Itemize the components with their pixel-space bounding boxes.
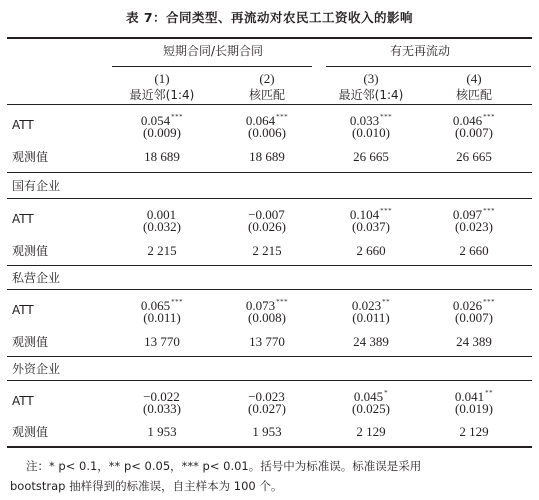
col-number-4: (4)	[466, 71, 482, 86]
table-note-line-1: 注：* p< 0.1，** p< 0.05，*** p< 0.01。括号中为标准误。标准误是采用	[26, 459, 422, 473]
att-row-label: ATT	[12, 394, 34, 408]
table-bottom-rule	[7, 446, 532, 448]
obs-value: 2 215	[252, 243, 282, 258]
col-method-4: 核匹配	[455, 88, 493, 102]
obs-value: 26 665	[456, 149, 492, 164]
att-coef-value: 0.033	[349, 113, 380, 128]
significance-stars: *	[384, 389, 389, 397]
att-se-value: (0.023)	[455, 219, 493, 234]
section-divider	[7, 265, 532, 266]
table-title: 表 7：合同类型、再流动对农民工工资收入的影响	[125, 10, 414, 25]
section-heading-soe: 国有企业	[12, 179, 61, 193]
att-se-value: (0.019)	[455, 401, 493, 416]
obs-value: 1 953	[147, 424, 177, 439]
significance-stars: ***	[380, 207, 393, 215]
obs-row-label: 观测值	[12, 425, 49, 439]
significance-stars: ***	[380, 113, 393, 121]
obs-value: 24 389	[353, 334, 389, 349]
att-coef-value: −0.023	[248, 389, 285, 404]
obs-value: 18 689	[249, 149, 285, 164]
significance-stars: ***	[483, 298, 496, 306]
att-coef-value: 0.041	[454, 389, 485, 404]
att-coef-value: −0.022	[143, 389, 180, 404]
att-se-value: (0.033)	[143, 401, 181, 416]
col-method-1: 最近邻(1:4)	[129, 88, 195, 102]
obs-value: 13 770	[144, 334, 180, 349]
att-se-value: (0.011)	[352, 310, 390, 325]
obs-value: 2 660	[459, 243, 489, 258]
att-row-label: ATT	[12, 118, 34, 132]
section-heading-rule	[7, 198, 532, 199]
section-divider	[7, 172, 532, 173]
section-heading-foreign: 外资企业	[12, 362, 61, 376]
att-se-value: (0.007)	[455, 125, 493, 140]
att-coef-value: 0.045	[353, 389, 384, 404]
col-method-2: 核匹配	[248, 88, 286, 102]
att-se-value: (0.011)	[143, 310, 181, 325]
group-header-contract: 短期合同/长期合同	[162, 44, 264, 58]
section-heading-rule	[7, 289, 532, 290]
obs-value: 2 660	[356, 243, 386, 258]
col-number-1: (1)	[154, 71, 170, 86]
att-row-label: ATT	[12, 212, 34, 226]
att-coef-value: 0.097	[452, 207, 483, 222]
section-divider	[7, 356, 532, 357]
significance-stars: ***	[171, 298, 184, 306]
att-se-value: (0.006)	[248, 125, 286, 140]
significance-stars: ***	[483, 207, 496, 215]
att-se-value: (0.032)	[143, 219, 181, 234]
significance-stars: ***	[276, 298, 289, 306]
group-underline-contract	[112, 66, 312, 67]
significance-stars: **	[485, 389, 494, 397]
significance-stars: ***	[276, 113, 289, 121]
obs-value: 1 953	[252, 424, 282, 439]
att-coef-value: 0.054	[140, 113, 171, 128]
att-row-label: ATT	[12, 303, 34, 317]
obs-row-label: 观测值	[12, 244, 49, 258]
section-heading-private: 私营企业	[12, 271, 61, 285]
group-header-remobility: 有无再流动	[389, 44, 451, 58]
att-coef-value: 0.023	[351, 298, 382, 313]
obs-row-label: 观测值	[12, 150, 49, 164]
att-se-value: (0.009)	[143, 125, 181, 140]
att-se-value: (0.008)	[248, 310, 286, 325]
obs-value: 2 215	[147, 243, 177, 258]
obs-value: 13 770	[249, 334, 285, 349]
obs-value: 18 689	[144, 149, 180, 164]
obs-value: 26 665	[353, 149, 389, 164]
col-number-2: (2)	[259, 71, 275, 86]
att-coef-value: −0.007	[248, 207, 285, 222]
table-top-rule	[7, 37, 532, 39]
obs-row-label: 观测值	[12, 335, 49, 349]
header-bottom-rule	[7, 104, 532, 105]
significance-stars: ***	[171, 113, 184, 121]
att-coef-value: 0.026	[452, 298, 483, 313]
att-se-value: (0.027)	[248, 401, 286, 416]
att-se-value: (0.037)	[352, 219, 390, 234]
obs-value: 2 129	[459, 424, 489, 439]
att-coef-value: 0.104	[349, 207, 380, 222]
significance-stars: **	[382, 298, 391, 306]
group-underline-remobility	[326, 66, 531, 67]
att-se-value: (0.007)	[455, 310, 493, 325]
att-coef-value: 0.073	[245, 298, 276, 313]
obs-value: 2 129	[356, 424, 386, 439]
att-se-value: (0.026)	[248, 219, 286, 234]
att-coef-value: 0.064	[245, 113, 276, 128]
section-heading-rule	[7, 380, 532, 381]
col-method-3: 最近邻(1:4)	[338, 88, 404, 102]
obs-value: 24 389	[456, 334, 492, 349]
table-note-line-2: bootstrap 抽样得到的标准误，自主样本为 100 个。	[10, 479, 283, 493]
col-number-3: (3)	[363, 71, 379, 86]
att-coef-value: 0.065	[140, 298, 171, 313]
att-coef-value: 0.046	[452, 113, 483, 128]
att-se-value: (0.010)	[352, 125, 390, 140]
att-se-value: (0.025)	[352, 401, 390, 416]
significance-stars: ***	[483, 113, 496, 121]
att-coef-value: 0.001	[146, 207, 177, 222]
